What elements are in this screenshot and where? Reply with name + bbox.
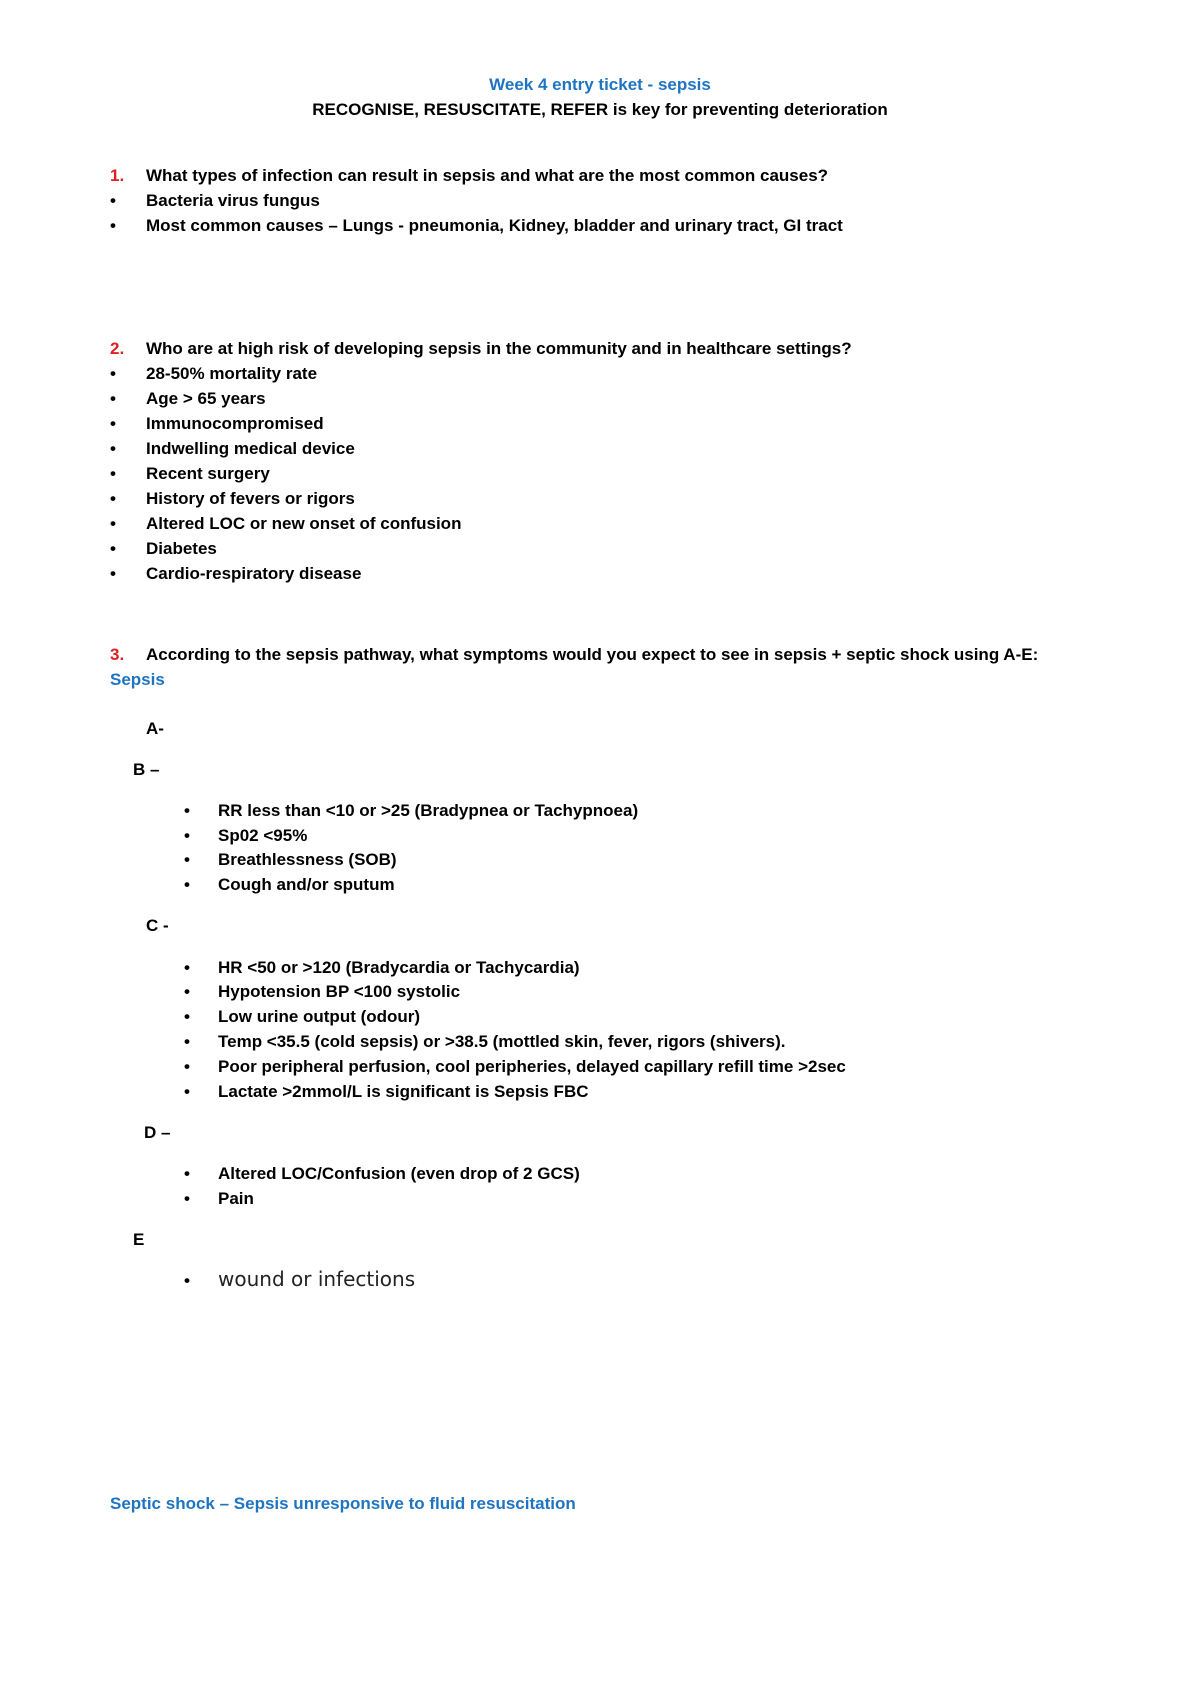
list-item: Cough and/or sputum	[218, 875, 395, 894]
list-item: Diabetes	[146, 539, 217, 558]
bullet-icon: •	[184, 1271, 190, 1290]
bullet-icon: •	[184, 850, 190, 869]
bullet-icon: •	[184, 982, 190, 1001]
list-item: 28-50% mortality rate	[146, 364, 318, 383]
list-item: Altered LOC/Confusion (even drop of 2 GCS)	[218, 1164, 580, 1183]
sepsis-heading: Sepsis	[110, 670, 165, 689]
bullet-icon: •	[110, 364, 116, 383]
list-item: Lactate >2mmol/L is significant is Sepsis FBC	[218, 1082, 589, 1101]
list-item: Bacteria virus fungus	[146, 191, 320, 210]
list-item: Breathlessness (SOB)	[218, 850, 397, 869]
list-item: Recent surgery	[146, 464, 270, 483]
bullet-icon: •	[184, 1007, 190, 1026]
bullet-icon: •	[184, 826, 190, 845]
list-item: Most common causes – Lungs - pneumonia, Kidney, bladder and urinary tract, GI tract	[146, 216, 843, 235]
bullet-icon: •	[110, 414, 116, 433]
list-item: RR less than <10 or >25 (Bradypnea or Tachypnoea)	[218, 801, 639, 820]
bullet-icon: •	[184, 801, 190, 820]
list-item: Temp <35.5 (cold sepsis) or >38.5 (mottled skin, fever, rigors (shivers).	[218, 1032, 786, 1051]
bullet-icon: •	[110, 216, 116, 235]
list-item: Immunocompromised	[146, 414, 324, 433]
list-item: Poor peripheral perfusion, cool peripheries, delayed capillary refill time >2sec	[218, 1057, 846, 1076]
list-item: HR <50 or >120 (Bradycardia or Tachycardia)	[218, 958, 580, 977]
list-item: Sp02 <95%	[218, 826, 308, 845]
bullet-icon: •	[110, 539, 116, 558]
bullet-icon: •	[110, 439, 116, 458]
section-a-label: A-	[146, 719, 164, 738]
document-subtitle: RECOGNISE, RESUSCITATE, REFER is key for preventing deterioration	[312, 100, 888, 119]
bullet-icon: •	[110, 191, 116, 210]
q1-question: What types of infection can result in sepsis and what are the most common causes?	[146, 166, 829, 185]
list-item: Cardio-respiratory disease	[146, 564, 362, 583]
list-item: History of fevers or rigors	[146, 489, 355, 508]
q2-number: 2.	[110, 339, 125, 358]
list-item: Age > 65 years	[146, 389, 266, 408]
bullet-icon: •	[110, 514, 116, 533]
q2-question: Who are at high risk of developing sepsis in the community and in healthcare settings?	[146, 339, 852, 358]
bullet-icon: •	[110, 564, 116, 583]
bullet-icon: •	[110, 489, 116, 508]
q3-number: 3.	[110, 645, 125, 664]
section-c-label: C -	[146, 916, 169, 935]
list-item: Low urine output (odour)	[218, 1007, 421, 1026]
list-item: Hypotension BP <100 systolic	[218, 982, 461, 1001]
bullet-icon: •	[184, 1032, 190, 1051]
bullet-icon: •	[110, 464, 116, 483]
bullet-icon: •	[184, 958, 190, 977]
list-item: Pain	[218, 1189, 254, 1208]
document-title: Week 4 entry ticket - sepsis	[489, 75, 711, 94]
bullet-icon: •	[110, 389, 116, 408]
bullet-icon: •	[184, 875, 190, 894]
list-item: wound or infections	[218, 1267, 416, 1291]
section-d-label: D –	[144, 1123, 171, 1142]
section-e-label: E	[133, 1230, 145, 1249]
bullet-icon: •	[184, 1057, 190, 1076]
bullet-icon: •	[184, 1164, 190, 1183]
list-item: Indwelling medical device	[146, 439, 355, 458]
section-b-label: B –	[133, 760, 160, 779]
q1-number: 1.	[110, 166, 125, 185]
list-item: Altered LOC or new onset of confusion	[146, 514, 462, 533]
q3-question: According to the sepsis pathway, what symptoms would you expect to see in sepsis + septic shock using A-E:	[146, 645, 1039, 664]
septic-shock-heading: Septic shock – Sepsis unresponsive to fluid resuscitation	[110, 1494, 576, 1513]
bullet-icon: •	[184, 1189, 190, 1208]
bullet-icon: •	[184, 1082, 190, 1101]
